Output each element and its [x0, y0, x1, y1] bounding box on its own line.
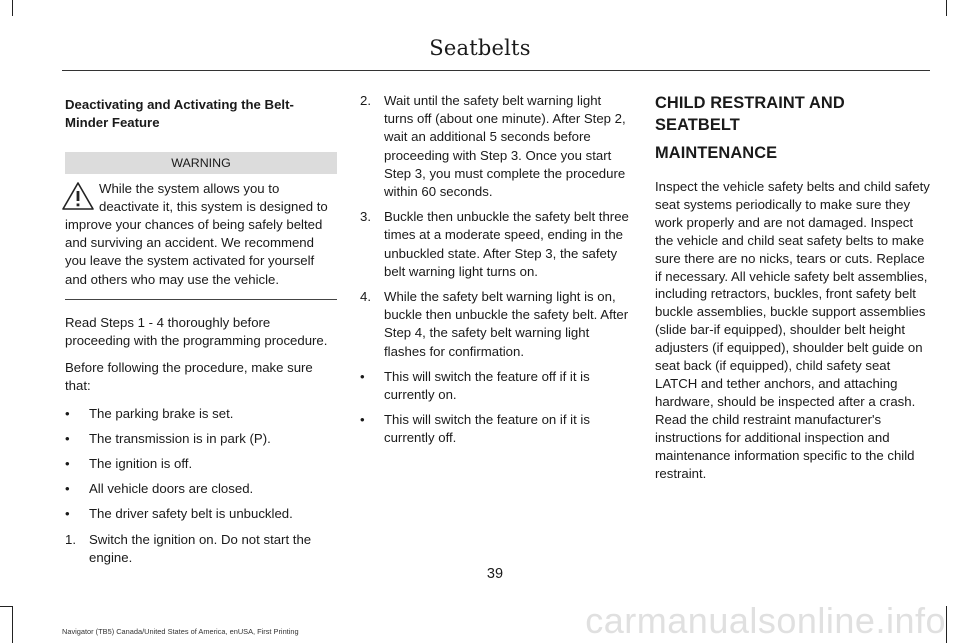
step-item	[360, 92, 632, 201]
bullet-marker: •	[65, 405, 70, 421]
step-list	[65, 531, 337, 567]
warning-block	[65, 180, 337, 300]
column-middle	[360, 92, 632, 455]
header-rule	[62, 70, 930, 71]
crop-mark-bottom-left-vertical	[12, 606, 13, 643]
step-number: 3.	[360, 209, 371, 225]
warning-text: While the system allows you to deactivate it, this system is designed to improve your chances of being safely belted and surviving an accident. We recommend you leave the system activated for yourself and others who may use the vehicle.	[65, 180, 328, 287]
crop-mark-top-right-vertical	[946, 0, 947, 16]
section-heading: Deactivating and Activating the Belt-Minder Feature	[65, 97, 294, 131]
crop-mark-bottom-left-horizontal	[0, 606, 12, 607]
edition-footer: Navigator (TB5) Canada/United States of America, enUSA, First Printing	[62, 627, 299, 636]
warning-label: WARNING	[65, 152, 337, 173]
bullet-marker: •	[65, 430, 70, 446]
step-text: While the safety belt warning light is on, buckle then unbuckle the safety belt. After Step 4, the safety belt warning light flashes for confirmation.	[384, 289, 629, 359]
bullet-marker: •	[360, 368, 365, 384]
step-list	[360, 92, 632, 361]
step-text: Switch the ignition on. Do not start the engine.	[89, 531, 312, 565]
paragraph-before-procedure: Before following the procedure, make sure that:	[65, 360, 313, 394]
list-item: • This will switch the feature on if it is currently off.	[360, 412, 590, 446]
maintenance-paragraph: Inspect the vehicle safety belts and child safety seat systems periodically to make sure they work properly and are not damaged. Inspect the vehicle and child seat safety belts to make sure there are no nicks, tears or cuts. Replace if necessary. All vehicle safety belt assemblies, including retractors, buckles, front safety belt buckle assemblies, buckle support assemblies (slide bar-if equipped), shoulder belt height adjusters (if equipped), shoulder belt guide on seat back (if equipped), child safety seat LATCH and tether anchors, and attaching hardware, should be inspected after a crash. Read the child restraint manufacturer's instructions for additional inspection and maintenance information specific to the child restraint.	[655, 179, 930, 481]
column-left	[65, 92, 337, 574]
list-item: • The parking brake is set.	[65, 405, 337, 423]
step-number: 1.	[65, 531, 76, 547]
bullet-marker: •	[65, 506, 70, 522]
bullet-marker: •	[65, 481, 70, 497]
crop-mark-bottom-right-vertical	[946, 606, 947, 643]
list-item: • The driver safety belt is unbuckled.	[65, 505, 337, 523]
step-text: Wait until the safety belt warning light turns off (about one minute). After Step 2, wait an additional 5 seconds before proceeding with Step 3. Once you start Step 3, you must complete the procedure within 60 seconds.	[384, 93, 626, 200]
step-item	[360, 208, 632, 281]
step-item	[65, 531, 337, 567]
result-list	[360, 368, 632, 448]
warning-triangle-icon	[61, 181, 95, 211]
list-item: • This will switch the feature off if it is currently on.	[360, 368, 590, 403]
page-number: 39	[486, 566, 504, 582]
bullet-marker: •	[65, 456, 70, 472]
page-title: Seatbelts	[429, 36, 531, 60]
column-right	[655, 92, 930, 482]
step-number: 4.	[360, 289, 371, 305]
crop-mark-top-left-vertical	[12, 0, 13, 16]
step-item	[360, 288, 632, 361]
precondition-list	[65, 405, 337, 524]
list-item: • The transmission is in park (P).	[65, 430, 337, 448]
section-heading-maintenance: CHILD RESTRAINT AND SEATBELT MAINTENANCE	[655, 94, 845, 162]
bullet-marker: •	[360, 412, 365, 428]
paragraph-read-steps: Read Steps 1 - 4 thoroughly before proceeding with the programming procedure.	[65, 314, 328, 349]
step-number: 2.	[360, 93, 371, 108]
list-item: • All vehicle doors are closed.	[65, 480, 337, 498]
list-item: • The ignition is off.	[65, 455, 337, 473]
watermark: carmanualsonline.info	[585, 600, 946, 641]
step-text: Buckle then unbuckle the safety belt three times at a moderate speed, ending in the unbuckled state. After Step 3, the safety belt warning light turns on.	[384, 209, 629, 279]
